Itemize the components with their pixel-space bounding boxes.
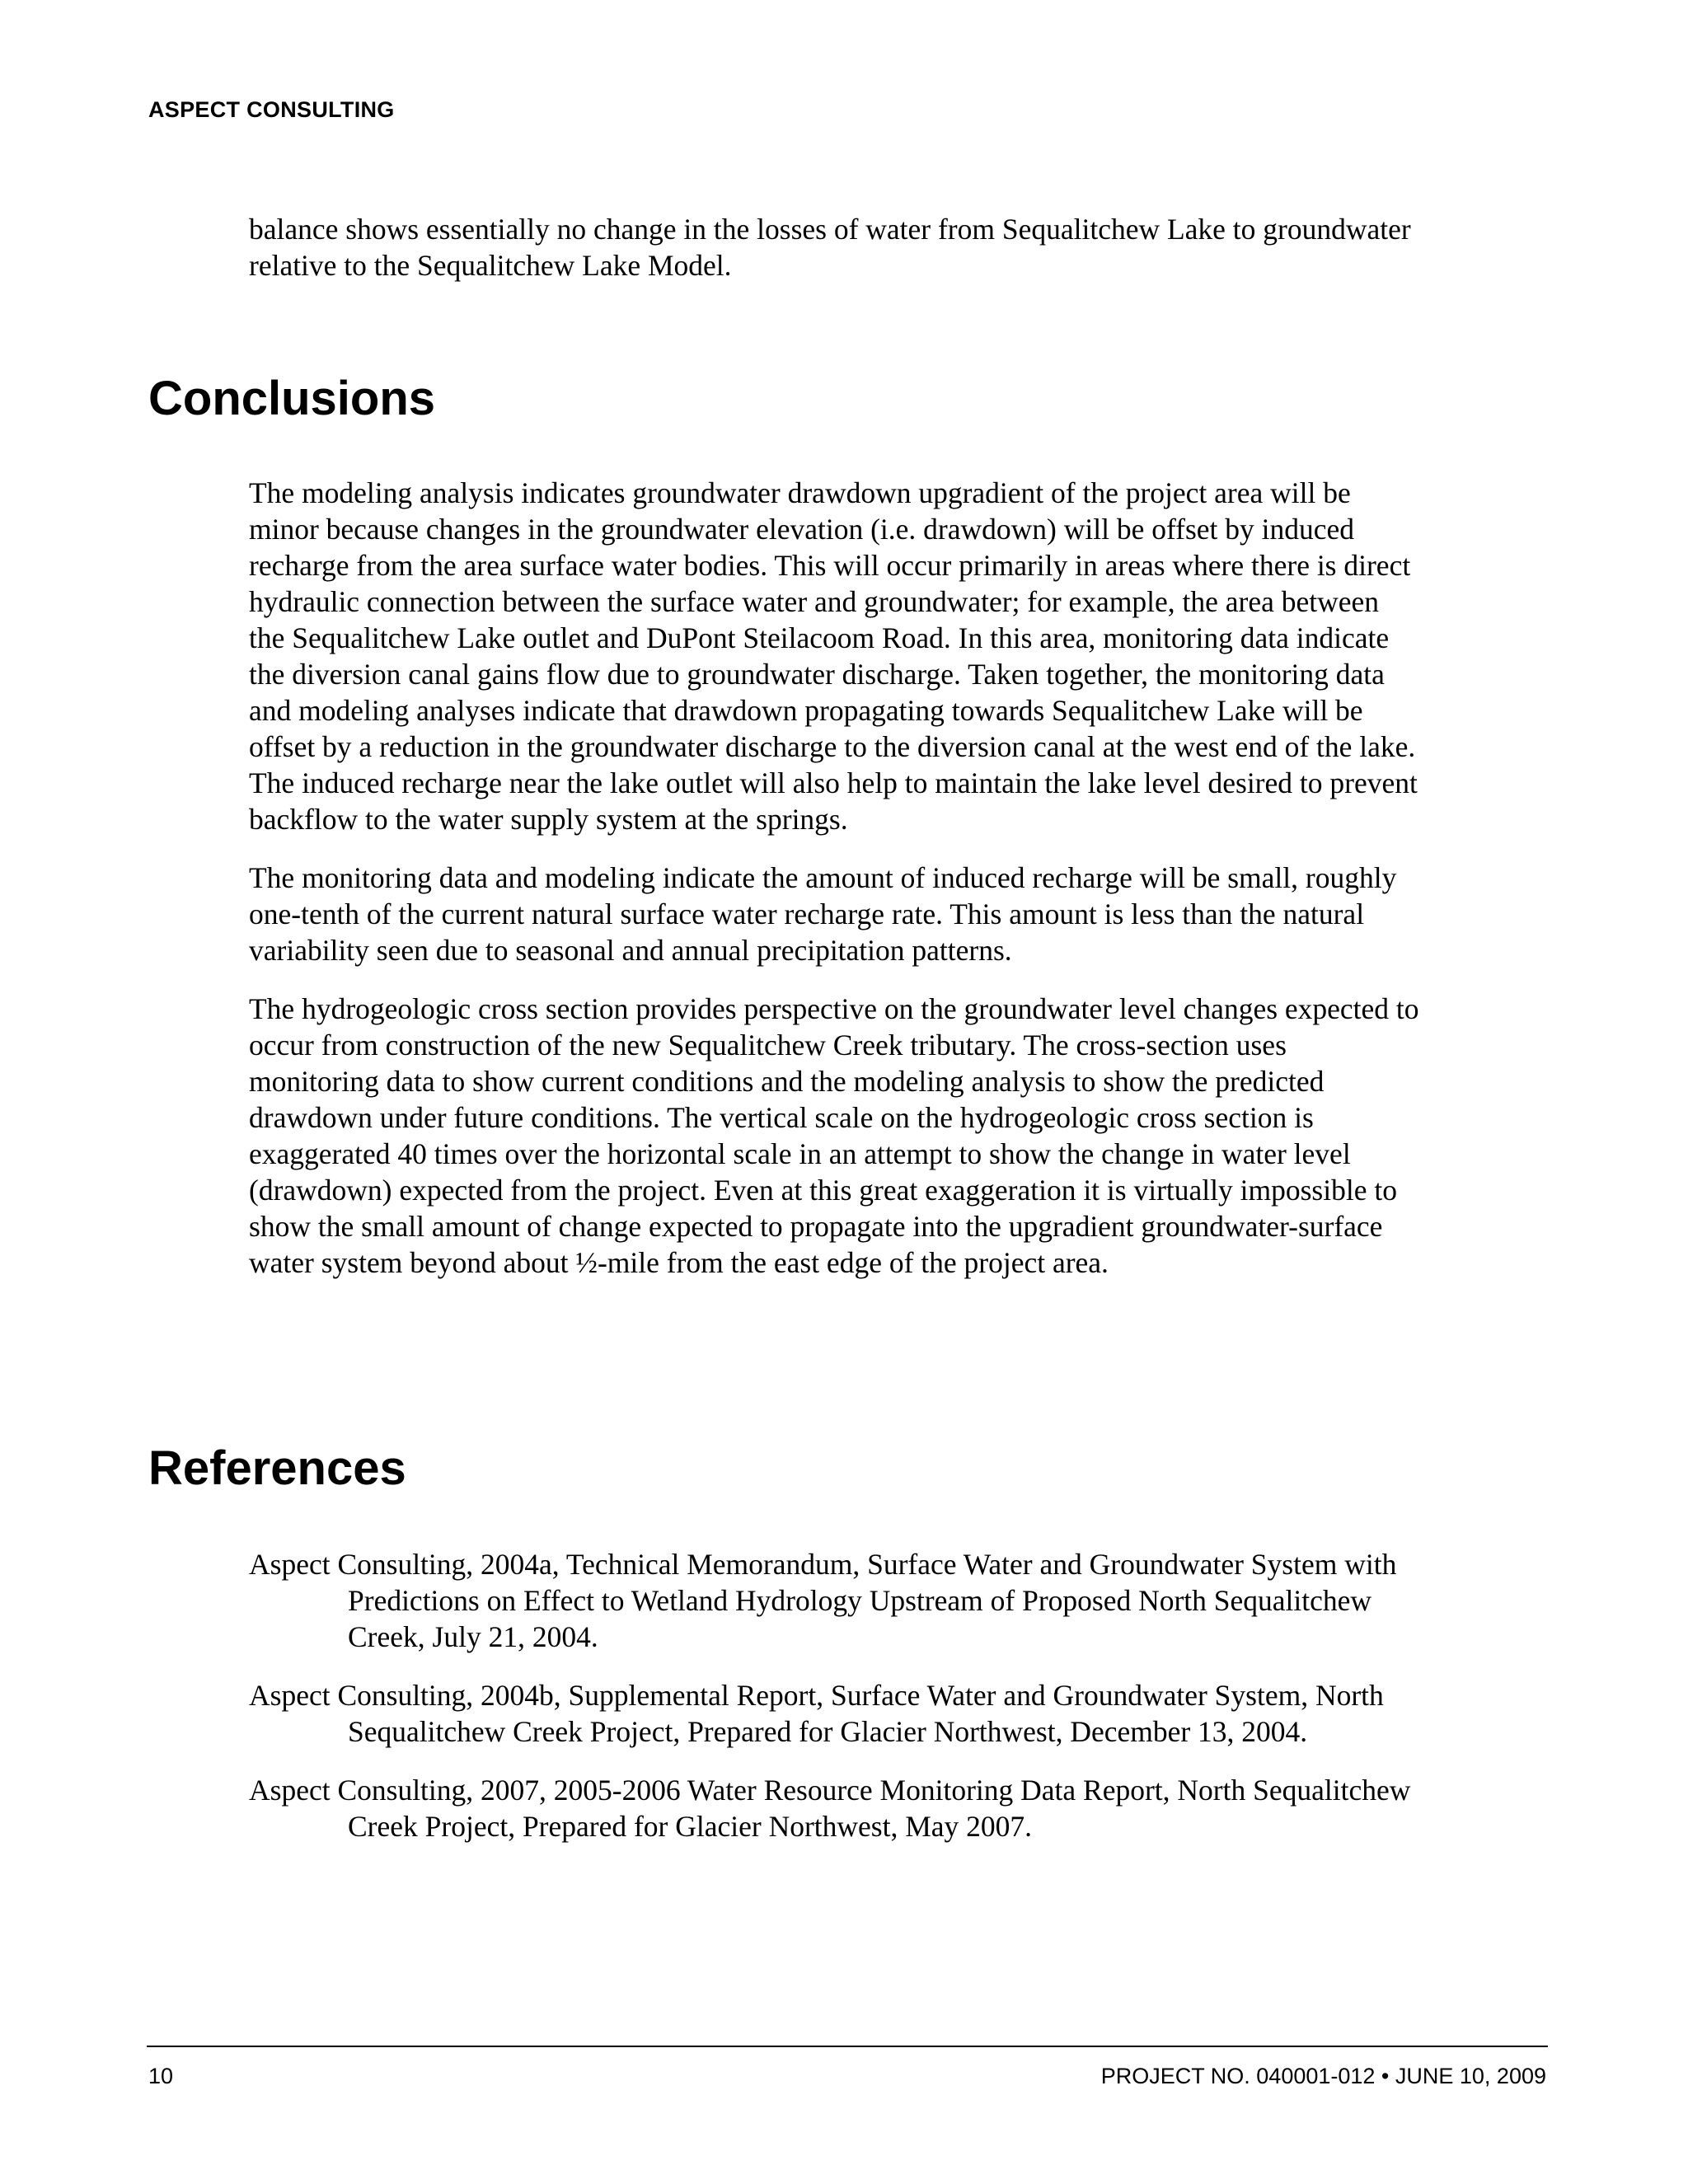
footer-project-info: PROJECT NO. 040001-012 • JUNE 10, 2009: [1100, 2064, 1546, 2088]
intro-paragraph: balance shows essentially no change in the losses of water from Sequalitchew Lake to groundwater relative to the Sequalitchew Lake Model.: [249, 213, 1411, 282]
footer-divider: [147, 2046, 1548, 2047]
page-header-company: ASPECT CONSULTING: [148, 97, 395, 122]
references-list: [249, 1546, 1419, 1867]
references-heading: References: [148, 1441, 406, 1495]
conclusions-paragraph: The monitoring data and modeling indicate the amount of induced recharge will be small, roughly one-tenth of the current natural surface water recharge rate. This amount is less than the natural variability seen due to seasonal and annual precipitation patterns.: [249, 861, 1397, 967]
conclusions-body: [249, 475, 1419, 1303]
footer-page-number: 10: [148, 2064, 174, 2088]
reference-entry: Aspect Consulting, 2004a, Technical Memorandum, Surface Water and Groundwater System with Predictions on Effect to Wetland Hydrology Upstream of Proposed North Sequalitchew Creek, July 21, 2004.: [249, 1548, 1397, 1653]
conclusions-paragraph: The modeling analysis indicates groundwater drawdown upgradient of the project area will be minor because changes in the groundwater elevation (i.e. drawdown) will be offset by induced recharge from the area surface water bodies. This will occur primarily in areas where there is direct hydraulic connection between the surface water and groundwater; for example, the area between the Sequalitchew Lake outlet and DuPont Steilacoom Road. In this area, monitoring data indicate the diversion canal gains flow due to groundwater discharge. Taken together, the monitoring data and modeling analyses indicate that drawdown propagating towards Sequalitchew Lake will be offset by a reduction in the groundwater discharge to the diversion canal at the west end of the lake. The induced recharge near the lake outlet will also help to maintain the lake level desired to prevent backflow to the water supply system at the springs.: [249, 476, 1418, 836]
conclusions-paragraph: The hydrogeologic cross section provides perspective on the groundwater level changes expected to occur from construction of the new Sequalitchew Creek tributary. The cross-section uses monitoring data to show current conditions and the modeling analysis to show the predicted drawdown under future conditions. The vertical scale on the hydrogeologic cross section is exaggerated 40 times over the horizontal scale in an attempt to show the change in water level (drawdown) expected from the project. Even at this great exaggeration it is virtually impossible to show the small amount of change expected to propagate into the upgradient groundwater-surface water system beyond about ½-mile from the east edge of the project area.: [249, 992, 1419, 1279]
conclusions-heading: Conclusions: [148, 372, 436, 425]
reference-entry: Aspect Consulting, 2004b, Supplemental Report, Surface Water and Groundwater System, North Sequalitchew Creek Project, Prepared for Glacier Northwest, December 13, 2004.: [249, 1679, 1384, 1748]
reference-entry: Aspect Consulting, 2007, 2005-2006 Water Resource Monitoring Data Report, North Sequalitchew Creek Project, Prepared for Glacier Northwest, May 2007.: [249, 1774, 1411, 1843]
